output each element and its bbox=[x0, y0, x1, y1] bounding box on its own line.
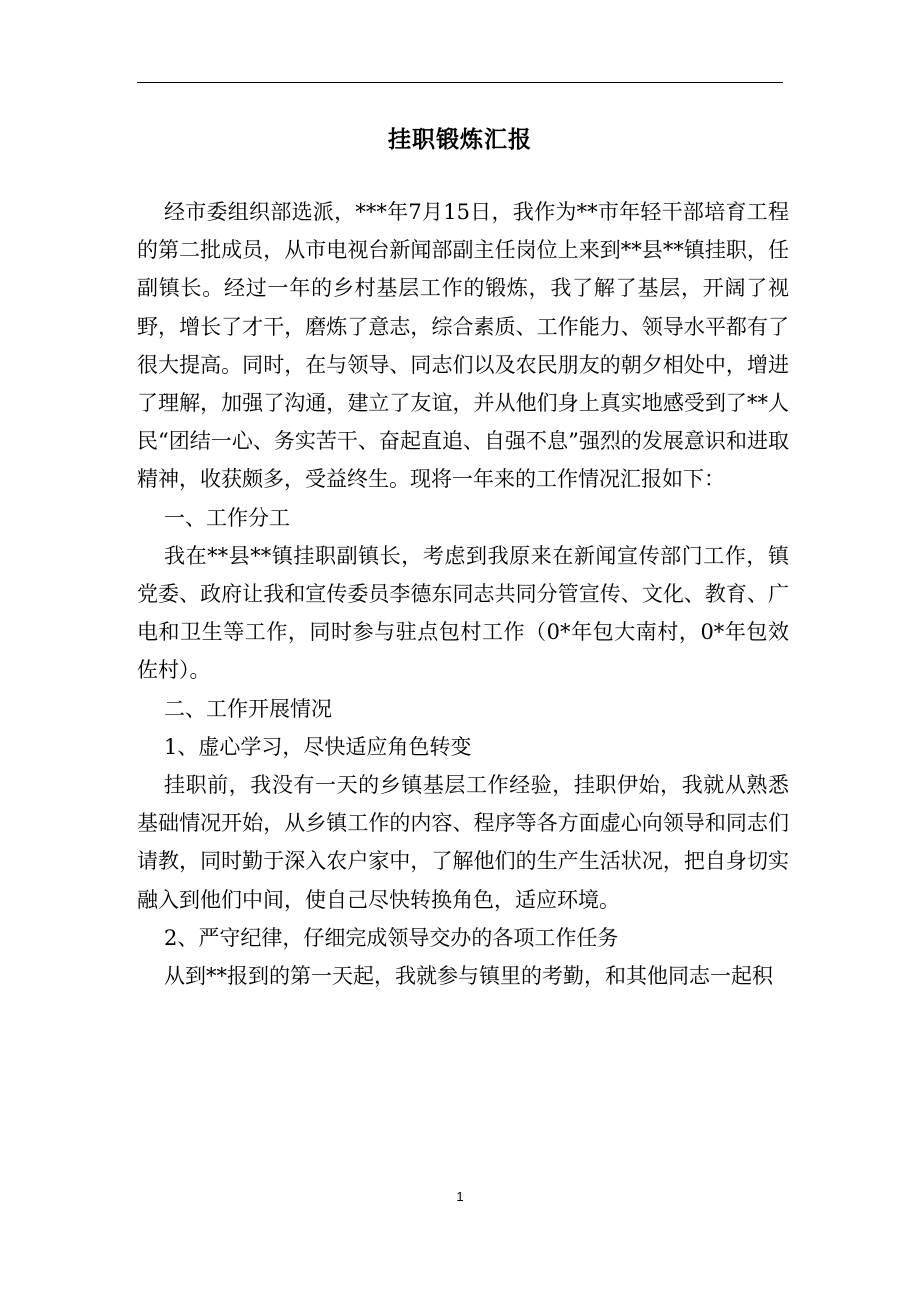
paragraph-division: 我在**县**镇挂职副镇长，考虑到我原来在新闻宣传部门工作，镇党委、政府让我和宣传委员李德东同志共同分管宣传、文化、教育、广电和卫生等工作，同时参与驻点包村工作（0*年包大南村，0*年包效佐村）。 bbox=[137, 543, 789, 683]
header-rule bbox=[137, 82, 783, 83]
section-heading-progress: 二、工作开展情况 bbox=[164, 696, 332, 721]
paragraph-learning: 挂职前，我没有一天的乡镇基层工作经验，挂职伊始，我就从熟悉基础情况开始，从乡镇工作的内容、程序等各方面虚心向领导和同志们请教，同时勤于深入农户家中，了解他们的生产生活状况，把自身切实融入到他们中间，使自己尽快转换角色，适应环境。 bbox=[137, 773, 789, 912]
document-title: 挂职锻炼汇报 bbox=[388, 126, 532, 153]
document-body bbox=[137, 193, 789, 995]
section-heading-division: 一、工作分工 bbox=[164, 505, 290, 530]
subheading-discipline: 2、严守纪律，仔细完成领导交办的各项工作任务 bbox=[164, 925, 619, 950]
page-number: 1 bbox=[456, 1189, 464, 1204]
paragraph-intro: 经市委组织部选派，***年7月15日，我作为**市年轻干部培育工程的第二批成员，从市电视台新闻部副主任岗位上来到**县**镇挂职，任副镇长。经过一年的乡村基层工作的锻炼，我了解了基层，开阔了视野，增长了才干，磨炼了意志，综合素质、工作能力、领导水平都有了很大提高。同时，在与领导、同志们以及农民朋友的朝夕相处中，增进了理解，加强了沟通，建立了友谊，并从他们身上真实地感受到了**人民“团结一心、务实苦干、奋起直追、自强不息”强烈的发展意识和进取精神，收获颇多，受益终生。现将一年来的工作情况汇报如下： bbox=[137, 200, 789, 492]
subheading-learning: 1、虚心学习，尽快适应角色转变 bbox=[164, 734, 472, 759]
paragraph-discipline: 从到**报到的第一天起，我就参与镇里的考勤，和其他同志一起积 bbox=[164, 964, 773, 989]
